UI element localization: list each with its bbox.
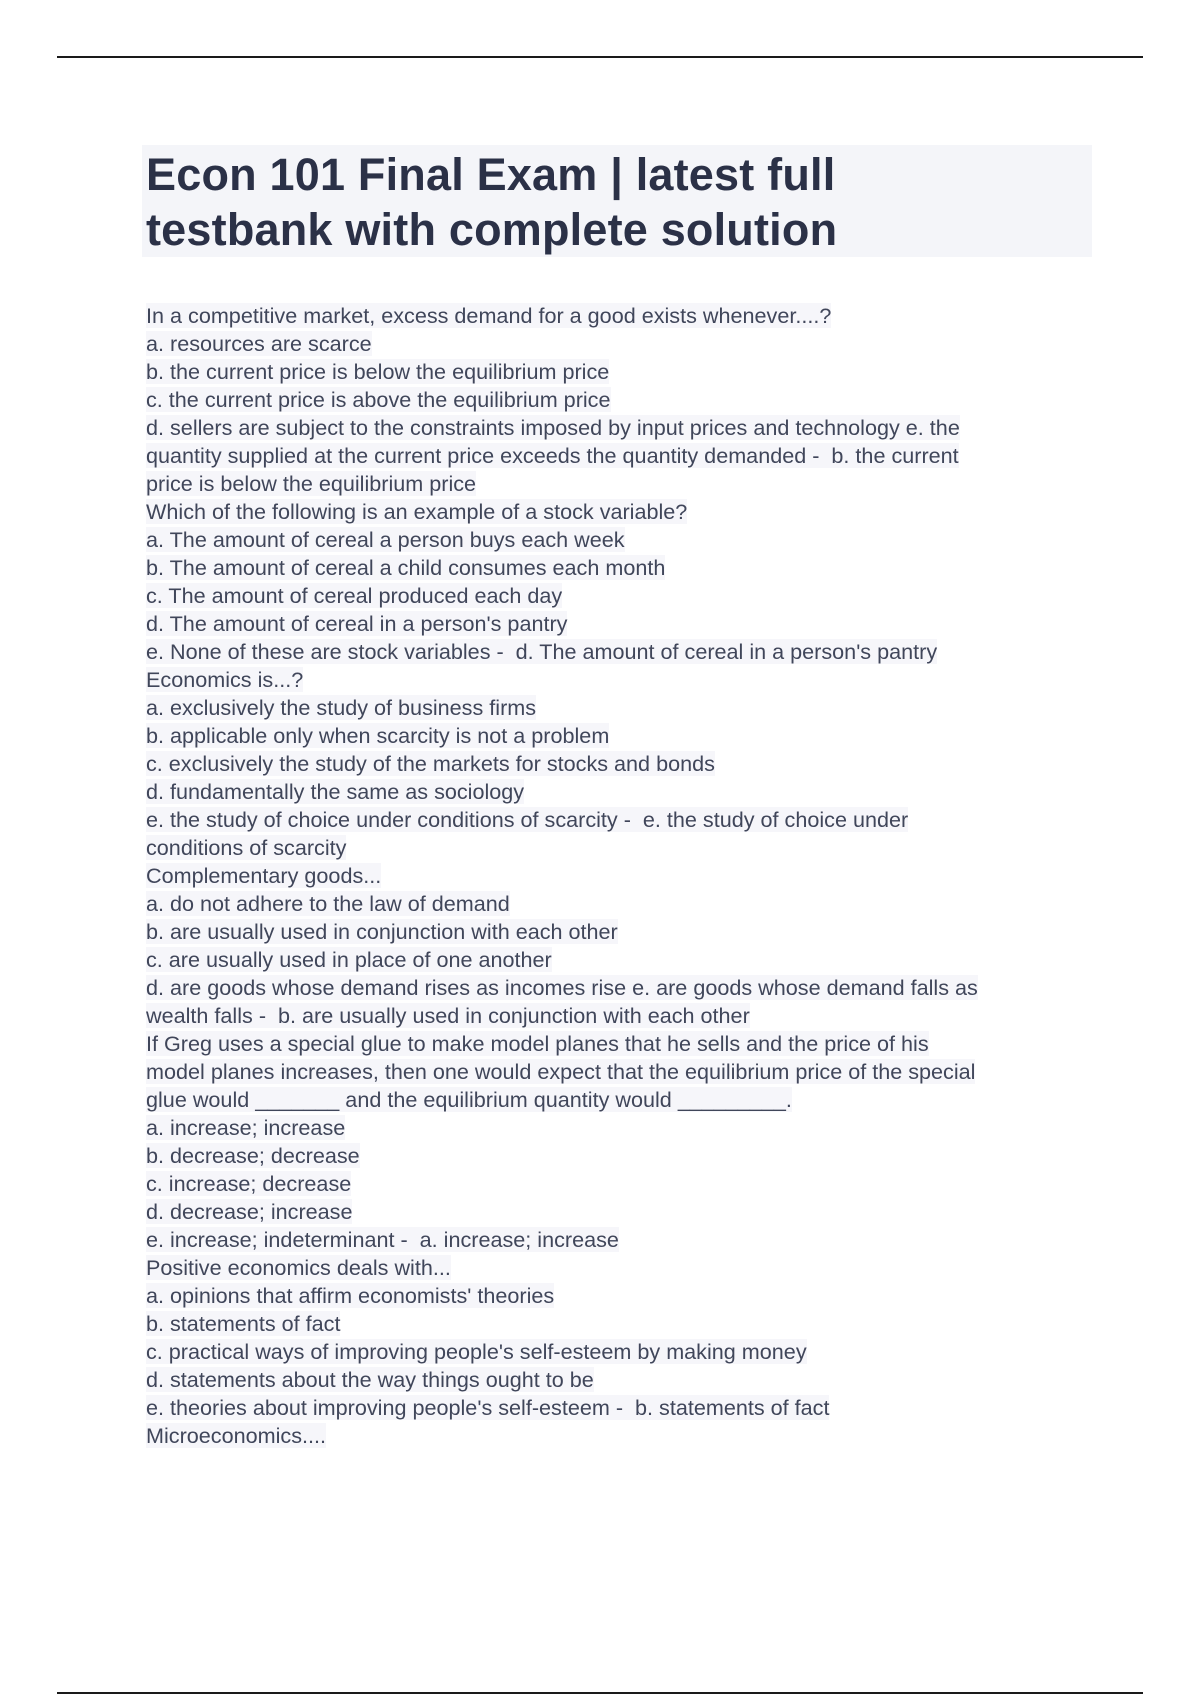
text-line-content: e. the study of choice under conditions of scarcity - e. the study of choice under (146, 807, 909, 832)
text-line (146, 1394, 1086, 1422)
text-line-content: Which of the following is an example of a stock variable? (146, 499, 688, 524)
text-line-content: wealth falls - b. are usually used in conjunction with each other (146, 1003, 750, 1028)
text-line-content: c. practical ways of improving people's self-esteem by making money (146, 1339, 807, 1364)
title-line: testbank with complete solution (146, 204, 838, 255)
text-line-content: a. do not adhere to the law of demand (146, 891, 510, 916)
text-line (146, 890, 1086, 918)
text-line (146, 610, 1086, 638)
text-line (146, 918, 1086, 946)
text-line (146, 1170, 1086, 1198)
text-line (146, 974, 1086, 1002)
text-line-content: Complementary goods... (146, 863, 382, 888)
text-line (146, 694, 1086, 722)
text-line (146, 1338, 1086, 1366)
text-line (146, 722, 1086, 750)
text-line (146, 470, 1086, 498)
text-line (146, 834, 1086, 862)
text-line (146, 750, 1086, 778)
text-line (146, 1226, 1086, 1254)
text-line (146, 1198, 1086, 1226)
text-line-content: d. sellers are subject to the constraints imposed by input prices and technology e. the (146, 415, 960, 440)
text-line-content: b. The amount of cereal a child consumes each month (146, 555, 666, 580)
text-line-content: price is below the equilibrium price (146, 471, 477, 496)
text-line-content: b. decrease; decrease (146, 1143, 360, 1168)
title-line: Econ 101 Final Exam | latest full (146, 149, 836, 200)
text-line-content: quantity supplied at the current price exceeds the quantity demanded - b. the current (146, 443, 959, 468)
text-line-content: a. The amount of cereal a person buys each week (146, 527, 625, 552)
text-line (146, 526, 1086, 554)
text-line (146, 778, 1086, 806)
text-line-content: d. statements about the way things ought to be (146, 1367, 594, 1392)
text-line-content: glue would _______ and the equilibrium quantity would _________. (146, 1087, 792, 1112)
text-line-content: e. theories about improving people's self-esteem - b. statements of fact (146, 1395, 830, 1420)
text-line-content: model planes increases, then one would expect that the equilibrium price of the special (146, 1059, 976, 1084)
text-line (146, 1310, 1086, 1338)
text-line (146, 1086, 1086, 1114)
text-line (146, 946, 1086, 974)
top-rule (57, 56, 1143, 58)
text-line-content: e. None of these are stock variables - d. The amount of cereal in a person's pantry (146, 639, 938, 664)
text-line (146, 1114, 1086, 1142)
text-line-content: d. are goods whose demand rises as incomes rise e. are goods whose demand falls as (146, 975, 978, 1000)
text-line (146, 806, 1086, 834)
text-line (146, 582, 1086, 610)
text-line (146, 1058, 1086, 1086)
text-line-content: c. increase; decrease (146, 1171, 352, 1196)
text-line-content: Economics is...? (146, 667, 304, 692)
text-line (146, 666, 1086, 694)
text-line (146, 302, 1086, 330)
text-line (146, 1366, 1086, 1394)
text-line-content: b. the current price is below the equilibrium price (146, 359, 610, 384)
text-line-content: a. resources are scarce (146, 331, 372, 356)
text-line-content: c. exclusively the study of the markets for stocks and bonds (146, 751, 715, 776)
text-line (146, 442, 1086, 470)
text-line (146, 1030, 1086, 1058)
text-line (146, 1002, 1086, 1030)
text-line (146, 1254, 1086, 1282)
text-line (146, 1422, 1086, 1450)
text-line-content: a. opinions that affirm economists' theories (146, 1283, 555, 1308)
question-list (146, 302, 1086, 1450)
text-line-content: b. applicable only when scarcity is not a problem (146, 723, 610, 748)
text-line (146, 414, 1086, 442)
text-line (146, 638, 1086, 666)
text-line-content: b. statements of fact (146, 1311, 341, 1336)
text-line-content: If Greg uses a special glue to make model planes that he sells and the price of his (146, 1031, 929, 1056)
text-line (146, 498, 1086, 526)
text-line (146, 358, 1086, 386)
text-line-content: c. are usually used in place of one another (146, 947, 552, 972)
text-line-content: e. increase; indeterminant - a. increase; increase (146, 1227, 619, 1252)
text-line (146, 1282, 1086, 1310)
text-line-content: c. the current price is above the equilibrium price (146, 387, 611, 412)
text-line-content: In a competitive market, excess demand for a good exists whenever....? (146, 303, 832, 328)
text-line (146, 1142, 1086, 1170)
text-line-content: b. are usually used in conjunction with each other (146, 919, 618, 944)
text-line-content: d. fundamentally the same as sociology (146, 779, 525, 804)
text-line (146, 330, 1086, 358)
text-line-content: a. increase; increase (146, 1115, 346, 1140)
text-line-content: Microeconomics.... (146, 1423, 326, 1448)
text-line (146, 862, 1086, 890)
text-line (146, 386, 1086, 414)
text-line-content: d. decrease; increase (146, 1199, 353, 1224)
document-title (146, 147, 1086, 257)
text-line-content: c. The amount of cereal produced each day (146, 583, 563, 608)
text-line-content: conditions of scarcity (146, 835, 347, 860)
text-line-content: d. The amount of cereal in a person's pantry (146, 611, 568, 636)
text-line-content: Positive economics deals with... (146, 1255, 451, 1280)
text-line (146, 554, 1086, 582)
bottom-rule (57, 1692, 1143, 1694)
text-line-content: a. exclusively the study of business firms (146, 695, 537, 720)
